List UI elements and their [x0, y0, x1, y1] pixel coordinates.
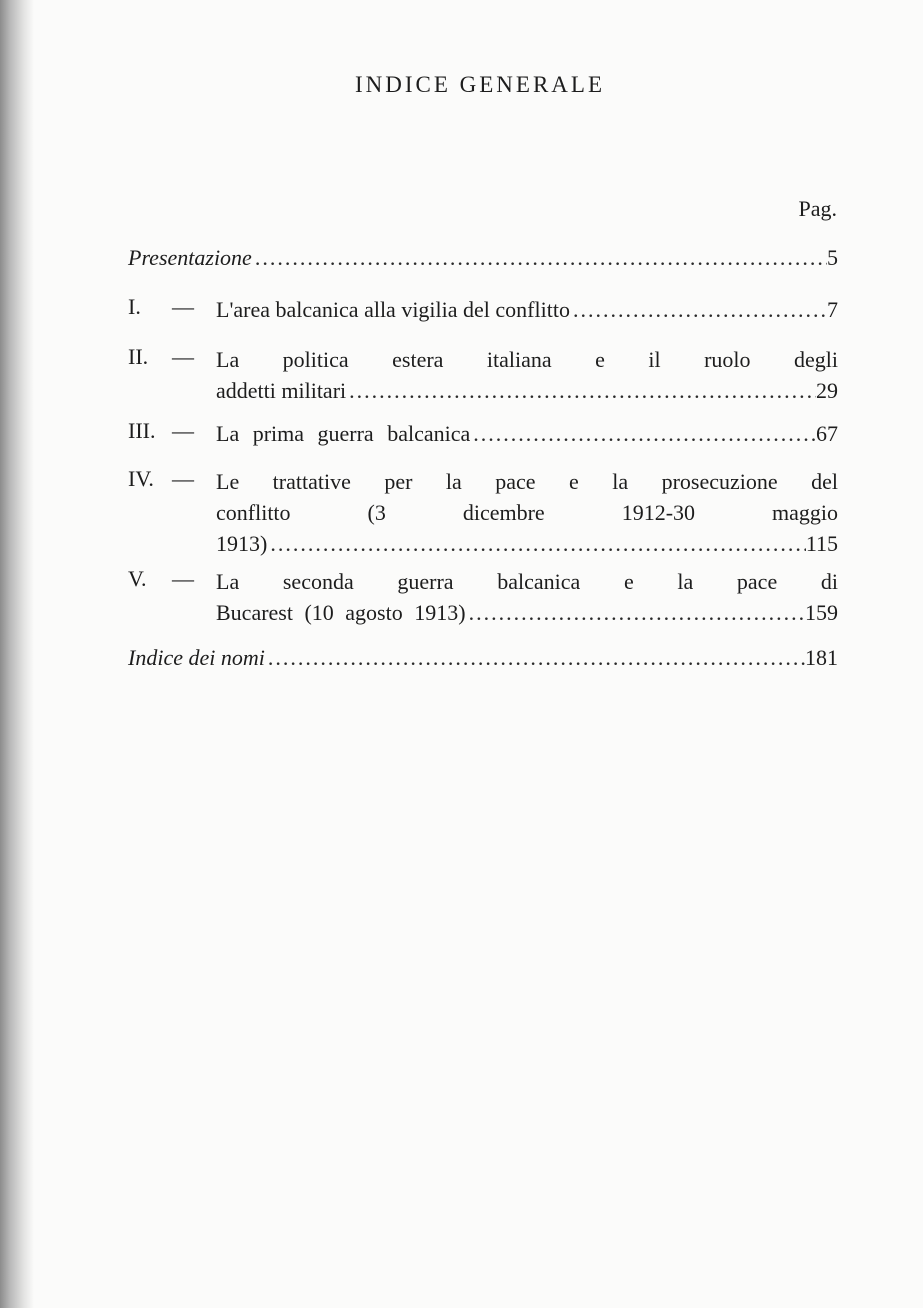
toc-entry-chapter-4[interactable] [128, 466, 838, 559]
chapter-numeral: I. [128, 294, 141, 319]
toc-entry-page: 7 [827, 297, 838, 322]
chapter-dash: — [172, 294, 194, 319]
toc-entry-title: Indice dei nomi [128, 645, 265, 670]
chapter-numeral: IV. [128, 466, 154, 491]
toc-entry-title-line: La politica estera italiana e il ruolo degli [216, 347, 838, 372]
toc-entry-title: L'area balcanica alla vigilia del conflitto [216, 297, 570, 322]
toc-entry-page: 181 [805, 645, 838, 670]
toc-entry-chapter-5[interactable] [128, 566, 838, 628]
toc-entry-indice-dei-nomi[interactable] [128, 642, 838, 673]
dot-leader [470, 418, 816, 449]
toc-entry-title: La prima guerra balcanica [216, 421, 471, 446]
chapter-numeral: V. [128, 566, 147, 591]
toc-entry-presentazione[interactable] [128, 242, 838, 273]
toc-entry-page: 159 [805, 600, 838, 625]
chapter-numeral: II. [128, 344, 149, 369]
dot-leader [252, 242, 827, 273]
toc-entry-chapter-1[interactable] [128, 294, 838, 325]
toc-entry-title: addetti militari [216, 378, 347, 403]
scan-edge-shadow [0, 0, 34, 1308]
toc-entry-title: Bucarest (10 agosto 1913) [216, 600, 466, 625]
dot-leader [466, 597, 805, 628]
dot-leader [570, 294, 827, 325]
toc-entry-page: 115 [805, 531, 838, 556]
dot-leader [265, 642, 805, 673]
chapter-dash: — [172, 466, 194, 491]
toc-entry-chapter-2[interactable] [128, 344, 838, 406]
dot-leader [267, 528, 805, 559]
dot-leader [346, 375, 816, 406]
toc-entry-title-line: La seconda guerra balcanica e la pace di [216, 569, 838, 594]
page-column-label: Pag. [798, 196, 837, 221]
toc-entry-page: 29 [816, 378, 838, 403]
toc-entry-page: 5 [827, 245, 838, 270]
toc-entry-title: Presentazione [128, 245, 252, 270]
chapter-dash: — [172, 418, 194, 443]
toc-entry-title-line: conflitto (3 dicembre 1912-30 maggio [216, 500, 838, 525]
toc-entry-title-line: Le trattative per la pace e la prosecuzione del [216, 469, 838, 494]
chapter-numeral: III. [128, 418, 156, 443]
toc-entry-title: 1913) [216, 531, 268, 556]
toc-entry-page: 67 [816, 421, 838, 446]
toc-entry-chapter-3[interactable] [128, 418, 838, 449]
chapter-dash: — [172, 344, 194, 369]
chapter-dash: — [172, 566, 194, 591]
page-title: INDICE GENERALE [354, 72, 606, 97]
